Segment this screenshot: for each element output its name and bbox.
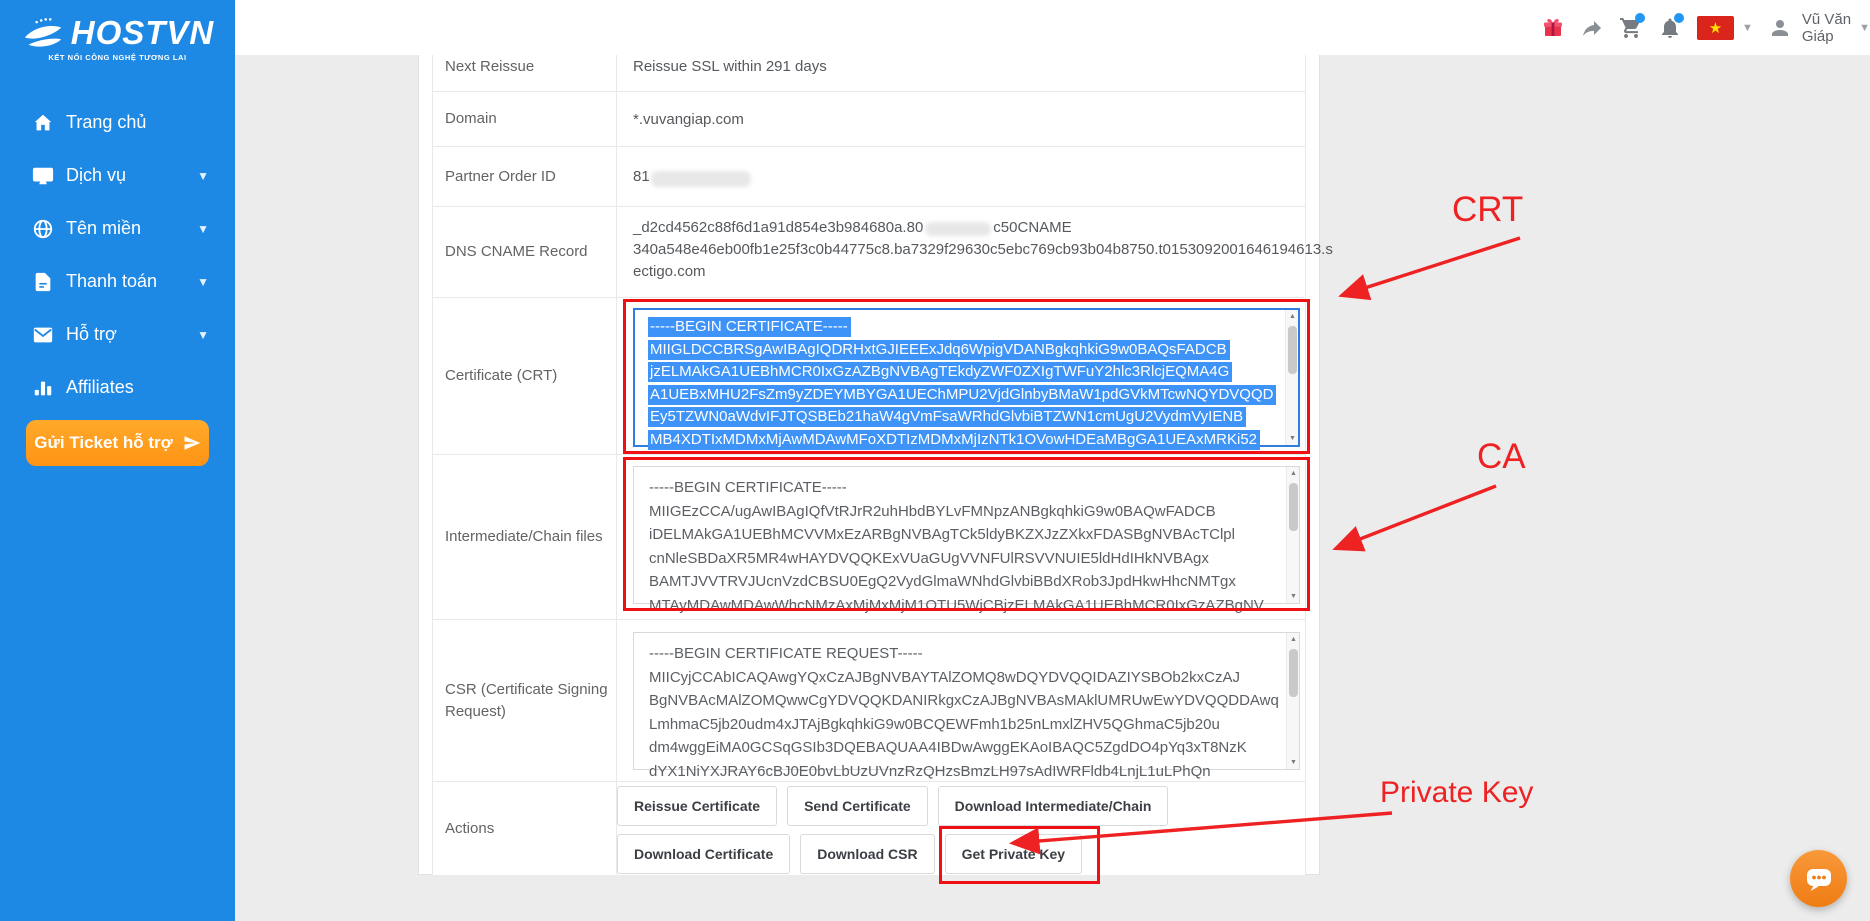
download-intermediate-chain-button[interactable]: Download Intermediate/Chain bbox=[938, 786, 1169, 826]
share-icon[interactable] bbox=[1580, 15, 1604, 41]
language-selector[interactable] bbox=[1697, 16, 1753, 40]
sidebar-item-dich-vu[interactable] bbox=[0, 149, 235, 202]
send-certificate-button[interactable]: Send Certificate bbox=[787, 786, 928, 826]
scrollbar[interactable] bbox=[1286, 633, 1299, 769]
scrollbar-thumb[interactable] bbox=[1288, 326, 1297, 374]
intermediate-chain-textarea[interactable]: -----BEGIN CERTIFICATE----- MIIGEzCCA/ugAwIBAgIQfVtRJrR2uhHbdBYLvFMNpzANBgkqhkiG9w0BAQwFADCB iDELMAkGA1UEBhMCVVMxEzARBgNVBAgTCk5ldyBKZXJzZXkxFDASBgNVBAcTClpl cnNleSBDaXR5MR4wHAYDVQQKExVUaGUgVVNFUlRSVVNUIE5ldHdIHkNVBAgx BAMTJVVTRVJUcnVzdCBSU0EgQ2VydGlmaWNhdGlvbiBBdXRob3JpdHkwHhcNMTgx MTAyMDAwMDAwWhcNMzAxMjMxMjM1OTU5WjCBjzELMAkGA1UEBhMCR0IxGzAZBgNV ▲ ▼ bbox=[633, 466, 1300, 604]
row-label: Next Reissue bbox=[433, 42, 617, 91]
sidebar-item-label: Affiliates bbox=[66, 377, 134, 397]
table-row bbox=[433, 207, 1333, 298]
scroll-up-icon[interactable]: ▲ bbox=[1289, 313, 1296, 320]
chat-icon bbox=[1804, 864, 1834, 894]
vietnam-flag-icon: ★ bbox=[1697, 16, 1734, 40]
scroll-down-icon[interactable]: ▼ bbox=[1290, 759, 1297, 766]
sidebar-item-ho-tro[interactable] bbox=[0, 308, 235, 361]
ssl-detail-table bbox=[432, 42, 1333, 875]
user-avatar-icon bbox=[1768, 16, 1792, 40]
scrollbar-thumb[interactable] bbox=[1289, 483, 1298, 531]
sidebar-item-label: Thanh toán bbox=[66, 271, 158, 291]
row-label: DNS CNAME Record bbox=[433, 207, 617, 297]
crt-arrow bbox=[1343, 238, 1520, 295]
sidebar bbox=[0, 0, 235, 921]
chevron-down-icon: ▼ bbox=[197, 221, 209, 236]
paper-plane-icon bbox=[183, 434, 201, 452]
sidebar-item-ten-mien[interactable] bbox=[0, 202, 235, 255]
hostvn-logo[interactable] bbox=[0, 14, 235, 62]
sidebar-item-label: Dịch vụ bbox=[66, 165, 127, 185]
annotation-private-key-label: Private Key bbox=[1380, 776, 1534, 809]
home-icon bbox=[32, 112, 54, 134]
partner-order-id-value: 81 bbox=[617, 147, 1305, 206]
ssl-detail-card bbox=[418, 42, 1333, 875]
top-header bbox=[235, 0, 1870, 55]
sidebar-menu bbox=[0, 96, 235, 414]
table-row bbox=[433, 92, 1305, 147]
services-icon bbox=[32, 165, 54, 187]
user-name: Vũ Văn Giáp bbox=[1801, 10, 1852, 45]
dns-cname-value: _d2cd4562c88f6d1a91d854e3b984680a.80 c50CNAME 340a548e46eb00fb1e25f3c0b44775c8.ba7329f29630c5ebc769cb93b04b8750.t0153092001646194613.s ectigo.com bbox=[633, 219, 1333, 280]
scroll-down-icon[interactable]: ▼ bbox=[1290, 593, 1297, 600]
send-ticket-label: Gửi Ticket hỗ trợ bbox=[34, 433, 173, 452]
row-label: Intermediate/Chain files bbox=[433, 455, 617, 619]
row-label: Domain bbox=[433, 92, 617, 146]
scroll-down-icon[interactable]: ▼ bbox=[1289, 435, 1296, 442]
bell-icon[interactable] bbox=[1658, 15, 1682, 41]
scrollbar-thumb[interactable] bbox=[1289, 649, 1298, 697]
invoice-icon bbox=[32, 271, 54, 293]
sidebar-item-thanh-toan[interactable] bbox=[0, 255, 235, 308]
table-row bbox=[433, 147, 1305, 207]
annotation-crt-label: CRT bbox=[1452, 190, 1524, 229]
reissue-certificate-button[interactable]: Reissue Certificate bbox=[617, 786, 777, 826]
table-row bbox=[433, 298, 1305, 455]
sidebar-item-trang-chu[interactable] bbox=[0, 96, 235, 149]
bar-chart-icon bbox=[32, 377, 54, 399]
scroll-up-icon[interactable]: ▲ bbox=[1290, 636, 1297, 643]
cart-notification-dot bbox=[1635, 13, 1645, 23]
scrollbar[interactable] bbox=[1286, 467, 1299, 603]
send-ticket-button[interactable] bbox=[26, 420, 209, 466]
user-menu[interactable] bbox=[1768, 11, 1870, 45]
redacted-text bbox=[925, 222, 991, 236]
row-label: Partner Order ID bbox=[433, 147, 617, 206]
sidebar-item-affiliates[interactable] bbox=[0, 361, 235, 414]
brand-tagline: KẾT NỐI CÔNG NGHỆ TƯƠNG LAI bbox=[48, 53, 187, 62]
row-label: Certificate (CRT) bbox=[433, 298, 617, 454]
chevron-down-icon: ▼ bbox=[197, 274, 209, 289]
next-reissue-value: Reissue SSL within 291 days bbox=[633, 58, 827, 75]
table-row bbox=[433, 455, 1305, 620]
chevron-down-icon: ▼ bbox=[197, 168, 209, 183]
scroll-up-icon[interactable]: ▲ bbox=[1290, 470, 1297, 477]
header-actions bbox=[1541, 0, 1870, 55]
sidebar-item-label: Tên miền bbox=[66, 218, 142, 238]
get-private-key-button[interactable]: Get Private Key bbox=[945, 834, 1083, 874]
csr-textarea[interactable]: -----BEGIN CERTIFICATE REQUEST----- MIICyjCCAbICAQAwgYQxCzAJBgNVBAYTAlZOMQ8wDQYDVQQIDAZIYSBOb2kxCzAJ BgNVBAcMAlZOMQwwCgYDVQQKDANIRkgxCzAJBgNVBAsMAklUMRUwEwYDVQQDDAwq LmhmaC5jb20udm4xJTAjBgkqhkiG9w0BCQEWFmh1b25nLmxlZHV5QGhmaC5jb20u dm4wggEiMA0GCSqGSIb3DQEBAQUAA4IBDwAwggEKAoIBAQC5ZgdDO4pYq3xT8NzK dYX1NiYXJRAY6cBJ0E0bvLbUzUVnzRzQHzsBmzLH97sAdIWRFldb4LnjL1uLPhQn ▲ ▼ bbox=[633, 632, 1300, 770]
domain-value: *.vuvangiap.com bbox=[633, 110, 744, 128]
table-row bbox=[433, 620, 1305, 782]
table-row bbox=[433, 782, 1305, 875]
ca-arrow bbox=[1337, 486, 1496, 548]
row-label: Actions bbox=[433, 782, 617, 875]
hostvn-logo-mark bbox=[21, 14, 65, 52]
scrollbar[interactable] bbox=[1285, 310, 1298, 445]
redacted-text bbox=[651, 171, 751, 187]
live-chat-button[interactable] bbox=[1790, 850, 1847, 907]
gift-icon[interactable] bbox=[1541, 15, 1565, 41]
sidebar-item-label: Trang chủ bbox=[66, 112, 147, 132]
chevron-down-icon: ▼ bbox=[1742, 21, 1753, 34]
download-certificate-button[interactable]: Download Certificate bbox=[617, 834, 790, 874]
chevron-down-icon: ▼ bbox=[197, 327, 209, 342]
certificate-crt-textarea[interactable]: -----BEGIN CERTIFICATE----- MIIGLDCCBRSgAwIBAgIQDRHxtGJIEEExJdq6WpigVDANBgkqhkiG9w0BAQsFADCB jzELMAkGA1UEBhMCR0IxGzAZBgNVBAgTEkdyZWF0ZXIgTWFuY2hlc3RlcjEQMA4G A1UEBxMHU2FsZm9yZDEYMBYGA1UEChMPU2VjdGlnbyBMaW1pdGVkMTcwNQYDVQQD Ey5TZWN0aWdvIFJTQSBEb21haW4gVmFsaWRhdGlvbiBTZWN1cmUgU2VydmVyIENB MB4XDTIxMDMxMjAwMDAwMFoXDTIzMDMxMjIzNTk1OVowHDEaMBgGA1UEAxMRKi52 ▲ ▼ bbox=[633, 308, 1300, 447]
chevron-down-icon: ▼ bbox=[1859, 21, 1870, 34]
mail-icon bbox=[32, 324, 54, 346]
annotation-ca-label: CA bbox=[1477, 437, 1526, 476]
download-csr-button[interactable]: Download CSR bbox=[800, 834, 934, 874]
globe-icon bbox=[32, 218, 54, 240]
brand-name: HOSTVN bbox=[70, 14, 215, 51]
sidebar-item-label: Hỗ trợ bbox=[66, 324, 117, 344]
row-label: CSR (Certificate Signing Request) bbox=[433, 620, 617, 781]
cart-icon[interactable] bbox=[1619, 15, 1643, 41]
bell-notification-dot bbox=[1674, 13, 1684, 23]
